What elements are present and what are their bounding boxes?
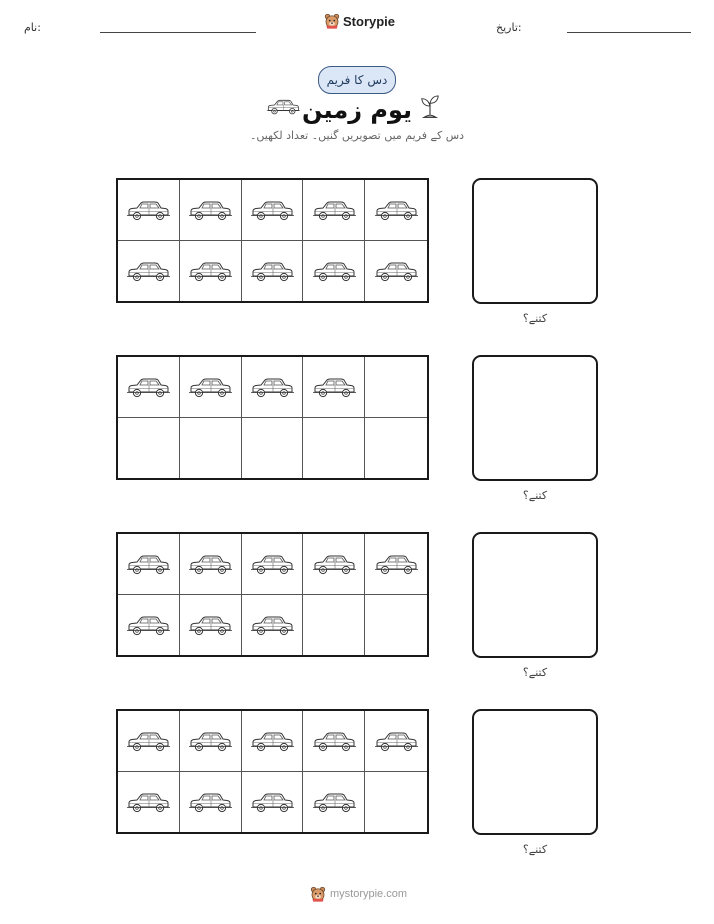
car-icon	[188, 729, 232, 753]
car-icon	[312, 259, 356, 283]
name-line[interactable]	[100, 32, 256, 33]
frame-cell	[365, 418, 427, 479]
car-icon	[126, 729, 170, 753]
bear-icon	[324, 13, 340, 29]
car-icon	[250, 613, 294, 637]
frame-cell	[303, 772, 365, 833]
frame-cell	[180, 534, 242, 595]
how-many-prompt: کتنے؟	[522, 312, 548, 325]
frame-cell	[118, 534, 180, 595]
answer-box[interactable]	[472, 178, 598, 304]
ten-frame	[116, 532, 429, 657]
car-icon	[126, 375, 170, 399]
ten-frame	[116, 178, 429, 303]
car-icon	[250, 259, 294, 283]
frame-cell	[118, 711, 180, 772]
car-icon	[266, 97, 300, 116]
frame-cell	[242, 711, 304, 772]
car-icon	[250, 198, 294, 222]
car-icon	[126, 552, 170, 576]
car-icon	[126, 259, 170, 283]
car-icon	[374, 259, 418, 283]
car-icon	[126, 198, 170, 222]
frame-cell	[180, 357, 242, 418]
answer-box[interactable]	[472, 709, 598, 835]
exercise-4	[116, 709, 429, 834]
ten-frame	[116, 355, 429, 480]
frame-cell	[242, 418, 304, 479]
answer-box[interactable]	[472, 532, 598, 658]
frame-cell	[242, 357, 304, 418]
car-icon	[250, 790, 294, 814]
how-many-prompt: کتنے؟	[522, 843, 548, 856]
frame-cell	[242, 595, 304, 656]
frame-cell	[118, 241, 180, 302]
how-many-prompt: کتنے؟	[522, 489, 548, 502]
footer	[310, 886, 407, 902]
car-icon	[374, 198, 418, 222]
frame-cell	[242, 772, 304, 833]
exercise-2	[116, 355, 429, 480]
date-line[interactable]	[567, 32, 691, 33]
frame-cell	[365, 241, 427, 302]
exercise-1	[116, 178, 429, 303]
frame-cell	[118, 180, 180, 241]
exercise-3	[116, 532, 429, 657]
frame-cell	[180, 418, 242, 479]
frame-cell	[365, 595, 427, 656]
instructions: دس کے فریم میں تصویریں گنیں۔ تعداد لکھیں۔	[249, 129, 465, 142]
frame-cell	[180, 772, 242, 833]
frame-cell	[365, 772, 427, 833]
answer-box[interactable]	[472, 355, 598, 481]
frame-cell	[242, 180, 304, 241]
frame-cell	[118, 357, 180, 418]
frame-cell	[303, 180, 365, 241]
car-icon	[312, 198, 356, 222]
car-icon	[250, 552, 294, 576]
car-icon	[188, 613, 232, 637]
frame-cell	[180, 595, 242, 656]
page-title: یوم زمین	[301, 96, 413, 124]
worksheet-type-badge	[318, 66, 396, 94]
car-icon	[312, 552, 356, 576]
frame-cell	[242, 534, 304, 595]
car-icon	[188, 259, 232, 283]
car-icon	[188, 198, 232, 222]
frame-cell	[303, 241, 365, 302]
name-label: نام:	[24, 21, 41, 34]
brand-logo	[324, 13, 395, 29]
frame-cell	[180, 180, 242, 241]
frame-cell	[303, 418, 365, 479]
frame-cell	[365, 180, 427, 241]
frame-cell	[365, 534, 427, 595]
footer-site[interactable]: mystorypie.com	[330, 888, 408, 900]
car-icon	[126, 613, 170, 637]
car-icon	[250, 729, 294, 753]
car-icon	[312, 375, 356, 399]
car-icon	[126, 790, 170, 814]
frame-cell	[180, 711, 242, 772]
car-icon	[374, 729, 418, 753]
car-icon	[312, 729, 356, 753]
car-icon	[312, 790, 356, 814]
badge-label: دس کا فریم	[326, 73, 388, 87]
frame-cell	[242, 241, 304, 302]
frame-cell	[118, 772, 180, 833]
bear-icon	[310, 886, 326, 902]
brand-name: Storypie	[343, 13, 396, 29]
car-icon	[374, 552, 418, 576]
frame-cell	[180, 241, 242, 302]
frame-cell	[365, 357, 427, 418]
frame-cell	[365, 711, 427, 772]
date-label: تاریخ:	[496, 21, 522, 34]
frame-cell	[118, 418, 180, 479]
frame-cell	[303, 534, 365, 595]
car-icon	[250, 375, 294, 399]
car-icon	[188, 375, 232, 399]
how-many-prompt: کتنے؟	[522, 666, 548, 679]
car-icon	[188, 790, 232, 814]
car-icon	[188, 552, 232, 576]
frame-cell	[303, 595, 365, 656]
frame-cell	[118, 595, 180, 656]
sprout-icon	[419, 93, 441, 119]
ten-frame	[116, 709, 429, 834]
frame-cell	[303, 711, 365, 772]
frame-cell	[303, 357, 365, 418]
